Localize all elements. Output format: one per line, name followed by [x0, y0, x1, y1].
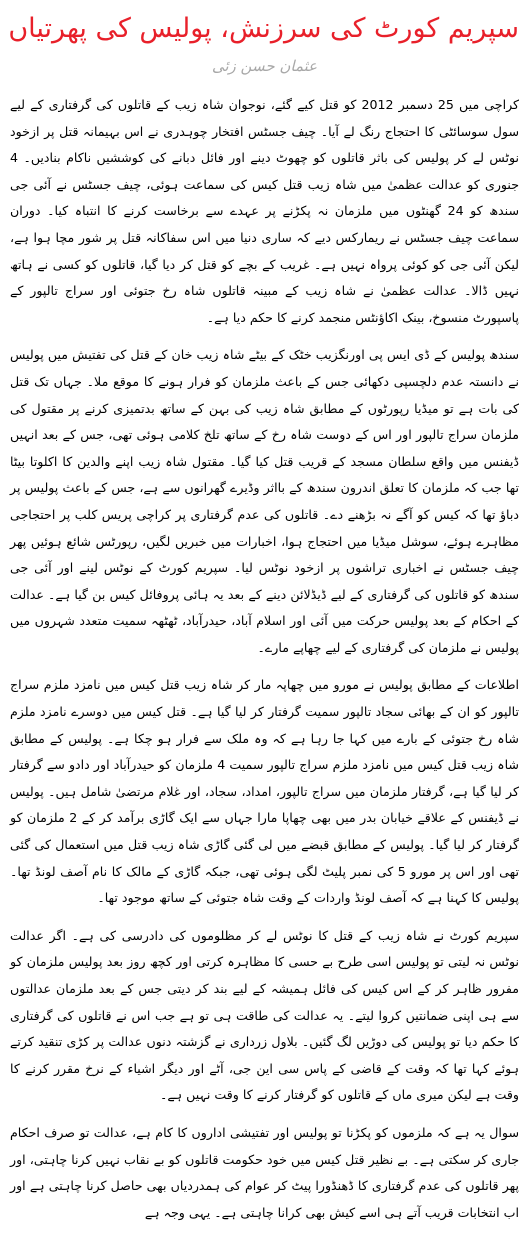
paragraph-5: سوال یہ ہے کہ ملزموں کو پکڑنا تو پولیس اور تفتیشی اداروں کا کام ہے، عدالت تو صرف احکام جاری کر سکتی ہے۔ بے نظیر قتل کیس میں خود حکومت قاتلوں کو بے نقاب نہیں کرنا چاہتی، اور پھر قاتلوں کی عدم گرفتاری کا ڈھنڈورا پیٹ کر عوام کی ہمدردیاں بھی حاصل کرنا چاہتی ہے اور اب انتخابات قریب آتے ہی اسے کیش بھی کرانا چاہتی ہے۔ یہی وجہ ہے	[10, 1124, 519, 1220]
headline: سپریم کورٹ کی سرزنش، پولیس کی پھرتیاں	[8, 13, 519, 44]
paragraph-3: اطلاعات کے مطابق پولیس نے مورو میں چھاپہ مار کر شاہ زیب قتل کیس میں نامزد ملزم سراج تالپور کو ان کے بھائی سجاد تالپور سمیت گرفتار کر لیا گیا ہے۔ قتل کیس میں دوسرے نامزد ملزم شاہ رخ جتوئی کے بارے میں کہا جا رہا ہے کہ وہ ملک سے فرار ہو چکا ہے۔ پولیس کے مطابق شاہ زیب قتل کیس میں نامزد ملزم سراج تالپور سمیت 4 ملزمان کو حیدرآباد اور دادو سے گرفتار کر لیا گیا ہے، گرفتار ملزمان میں سراج تالپور، امداد، سجاد، اور غلام مرتضیٰ شامل ہیں۔ پولیس نے ڈیفنس کے علاقے خیابان بدر میں بھی چھاپا مارا جہاں سے ایک گاڑی برآمد کر کے 2 ملزمان کو گرفتار کر لیا گیا۔ پولیس کے مطابق قبضے میں لی گئی گاڑی شاہ زیب قتل میں استعمال کی گئی تھی اور اس پر مورو 5 کی نمبر پلیٹ لگی ہوئی تھی، جبکہ گاڑی کے مالک کا نام آصف لونڈ تھا۔ پولیس کا کہنا ہے کہ آصف لونڈ واردات کے وقت شاہ جتوئی کے ساتھ موجود تھا۔	[10, 677, 519, 906]
article-body	[10, 92, 519, 1226]
byline: عثمان حسن زئی	[211, 57, 318, 75]
paragraph-1: کراچی میں 25 دسمبر 2012 کو قتل کیے گئے، نوجوان شاہ زیب کے قاتلوں کی گرفتاری کے لیے سول سوسائٹی کا احتجاج رنگ لے آیا۔ چیف جسٹس افتخار چوہدری نے اس بہیمانہ قتل پر ازخود نوٹس لے کر پولیس کی باثر قاتلوں کو چھوٹ دینے اور فائل دبانے کی کوششیں ناکام بنادیں۔ 4 جنوری کو عدالت عظمیٰ میں شاہ زیب قتل کیس کی سماعت ہوئی، چیف جسٹس نے آئی جی سندھ کو 24 گھنٹوں میں ملزمان نہ پکڑنے پر عہدے سے برخاست کرنے کا انتباہ کیا۔ دوران سماعت چیف جسٹس نے ریمارکس دیے کہ ساری دنیا میں اس سفاکانہ قتل پر شور مچا ہوا ہے، لیکن آئی جی کو کوئی پرواہ نہیں ہے۔ غریب کے بچے کو قتل کر دیا گیا، قاتلوں کو کسی نے ہاتھ نہیں ڈالا۔ عدالت عظمیٰ نے شاہ زیب کے مبینہ قاتلوں شاہ رخ جتوئی اور سراج تالپور کے پاسپورٹ منسوخ، بینک اکاؤنٹس منجمد کرنے کا حکم دیا ہے۔	[10, 97, 520, 325]
paragraph-2: سندھ پولیس کے ڈی ایس پی اورنگزیب خٹک کے بیٹے شاہ زیب خان کے قتل کی تفتیش میں پولیس نے دانستہ عدم دلچسپی دکھائی جس کے باعث ملزمان کو فرار ہونے کا موقع ملا۔ جہاں تک قتل کی بات ہے تو میڈیا رپورٹوں کے مطابق شاہ زیب کی بہن کے ساتھ بدتمیزی کرنے پر مقتول کی ملزمان سراج تالپور اور اس کے دوست شاہ رخ کے ساتھ تلخ کلامی ہوئی تھی، جس کے بعد انہیں ڈیفنس میں واقع سلطان مسجد کے قریب قتل کیا گیا۔ مقتول شاہ زیب اپنے والدین کا اکلوتا بیٹا تھا جب کہ ملزمان کا تعلق اندرون سندھ کے بااثر وڈیرے گھرانوں سے ہے، جس کے باعث پولیس پر دباؤ تھا کہ کیس کو آگے نہ بڑھنے دے۔ قاتلوں کی عدم گرفتاری پر کراچی پریس کلب پر احتجاجی مظاہرے ہوئے، سوشل میڈیا میں احتجاج ہوا، اخبارات میں خبریں لگیں، رپورٹس شائع ہوئیں پھر چیف جسٹس نے اخباری تراشوں پر ازخود نوٹس لیا۔ سپریم کورٹ کے نوٹس لینے اور آئی جی سندھ کو قاتلوں کی گرفتاری کے لیے ڈیڈلائن دینے کے بعد یہ ہائی پروفائل کیس بن گیا ہے۔ عدالت کے احکام کے بعد پولیس حرکت میں آئی اور اسلام آباد، حیدرآباد، ٹھٹھہ سمیت متعدد شہروں میں پولیس نے ملزمان کی گرفتاری کے لیے چھاپے مارے۔	[10, 347, 519, 655]
paragraph-4: سپریم کورٹ نے شاہ زیب کے قتل کا نوٹس لے کر مظلوموں کی دادرسی کی ہے۔ اگر عدالت نوٹس نہ لیتی تو پولیس اسی طرح بے حسی کا مظاہرہ کرتی اور کچھ روز بعد پولیس ملزمان کو مفرور ظاہر کر کے اس کیس کی فائل ہمیشہ کے لیے بند کر دیتی جس کے بعد ملزمان عدالتوں سے ہی اپنی ضمانتیں کروا لیتے۔ یہ عدالت کی طاقت ہی تو ہے جب اس نے قاتلوں کی گرفتاری کا حکم دیا تو پولیس کی دوڑیں لگ گئیں۔ بلاول زرداری نے گزشتہ دنوں عدالت پر کڑی تنقید کرتے ہوئے کہا تھا کہ وقت کے قاضی کے پاس سی این جی، آٹے اور دیگر اشیاء کے نرخ مقرر کرنے کا وقت ہے لیکن میری ماں کے قاتلوں کو گرفتار کرنے کا وقت نہیں ہے۔	[10, 927, 519, 1103]
